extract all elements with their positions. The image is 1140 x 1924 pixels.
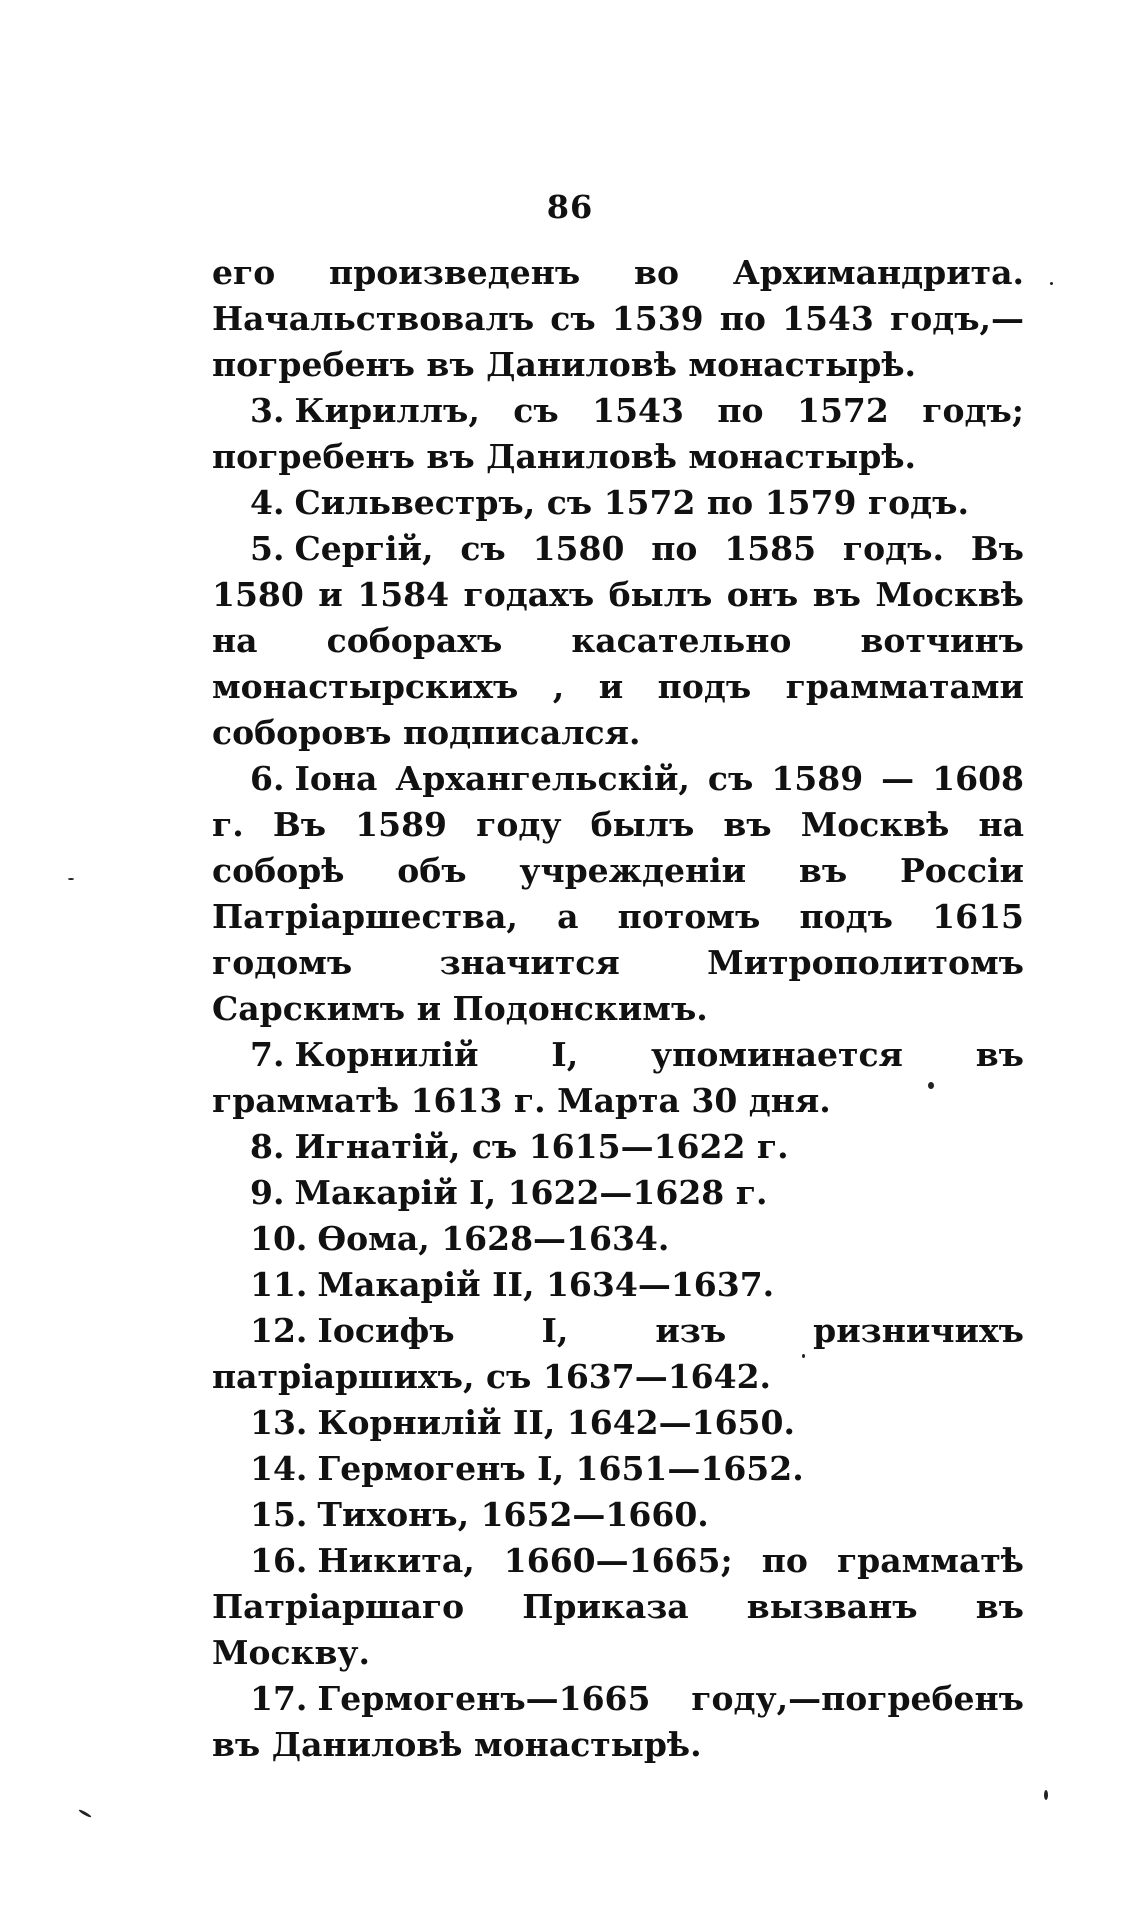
item-text: Корнилій II, 1642—1650. [317, 1403, 795, 1442]
item-number: 12. [250, 1311, 308, 1350]
item-text: Іосифъ I, изъ ризничихъ патріаршихъ, съ 1637—1642. [212, 1311, 1024, 1396]
item-text: Гермогенъ—1665 году,—погребенъ въ Даниловѣ монастырѣ. [212, 1679, 1024, 1764]
list-item [212, 756, 1024, 1032]
item-text: Сергій, съ 1580 по 1585 годъ. Въ 1580 и 1584 годахъ былъ онъ въ Москвѣ на соборахъ касательно вотчинъ монастырскихъ , и подъ грамматами соборовъ подписался. [212, 529, 1024, 752]
item-number: 7. [250, 1035, 285, 1074]
list-item [212, 1492, 1024, 1538]
paragraph-text: его произведенъ во Архимандрита. Начальствовалъ съ 1539 по 1543 годъ,—погребенъ въ Даниловѣ монастырѣ. [212, 253, 1024, 384]
item-text: Ѳома, 1628—1634. [317, 1219, 670, 1258]
text-body [212, 250, 1024, 1768]
list-item [212, 1308, 1024, 1400]
item-text: Макарій II, 1634—1637. [317, 1265, 775, 1304]
item-text: Іона Архангельскій, съ 1589 — 1608 г. Въ 1589 году былъ въ Москвѣ на соборѣ объ учрежденіи въ Россіи Патріаршества, а потомъ подъ 1615 годомъ значится Митрополитомъ Сарскимъ и Подонскимъ. [212, 759, 1024, 1028]
item-number: 11. [250, 1265, 308, 1304]
item-text: Тихонъ, 1652—1660. [317, 1495, 709, 1534]
item-text: Гермогенъ I, 1651—1652. [317, 1449, 804, 1488]
scan-speck [68, 878, 74, 880]
item-text: Игнатій, съ 1615—1622 г. [294, 1127, 789, 1166]
paragraph-continuation [212, 250, 1024, 388]
list-item [212, 1170, 1024, 1216]
item-number: 5. [250, 529, 285, 568]
list-item [212, 1124, 1024, 1170]
list-item [212, 1400, 1024, 1446]
list-item [212, 1446, 1024, 1492]
scan-speck [78, 1809, 92, 1819]
item-number: 6. [250, 759, 285, 798]
scan-speck [802, 1354, 805, 1358]
item-number: 17. [250, 1679, 308, 1718]
item-number: 9. [250, 1173, 285, 1212]
list-item [212, 388, 1024, 480]
list-item [212, 1262, 1024, 1308]
item-number: 4. [250, 483, 285, 522]
list-item [212, 1538, 1024, 1676]
scan-speck [1050, 282, 1053, 285]
item-number: 10. [250, 1219, 308, 1258]
item-number: 8. [250, 1127, 285, 1166]
scan-speck [1044, 1790, 1048, 1800]
item-number: 3. [250, 391, 285, 430]
list-item [212, 526, 1024, 756]
item-text: Макарій I, 1622—1628 г. [294, 1173, 768, 1212]
item-text: Корнилій I, упоминается въ грамматѣ 1613 г. Марта 30 дня. [212, 1035, 1024, 1120]
scan-speck [928, 1082, 934, 1089]
item-number: 13. [250, 1403, 308, 1442]
item-number: 16. [250, 1541, 308, 1580]
item-text: Кириллъ, съ 1543 по 1572 годъ; погребенъ въ Даниловѣ монастырѣ. [212, 391, 1024, 476]
item-number: 14. [250, 1449, 308, 1488]
page-number: 86 [546, 188, 594, 226]
item-text: Сильвестръ, съ 1572 по 1579 годъ. [294, 483, 969, 522]
list-item [212, 480, 1024, 526]
list-item [212, 1216, 1024, 1262]
item-number: 15. [250, 1495, 308, 1534]
list-item [212, 1032, 1024, 1124]
item-text: Никита, 1660—1665; по грамматѣ Патріаршаго Приказа вызванъ въ Москву. [212, 1541, 1024, 1672]
list-item [212, 1676, 1024, 1768]
